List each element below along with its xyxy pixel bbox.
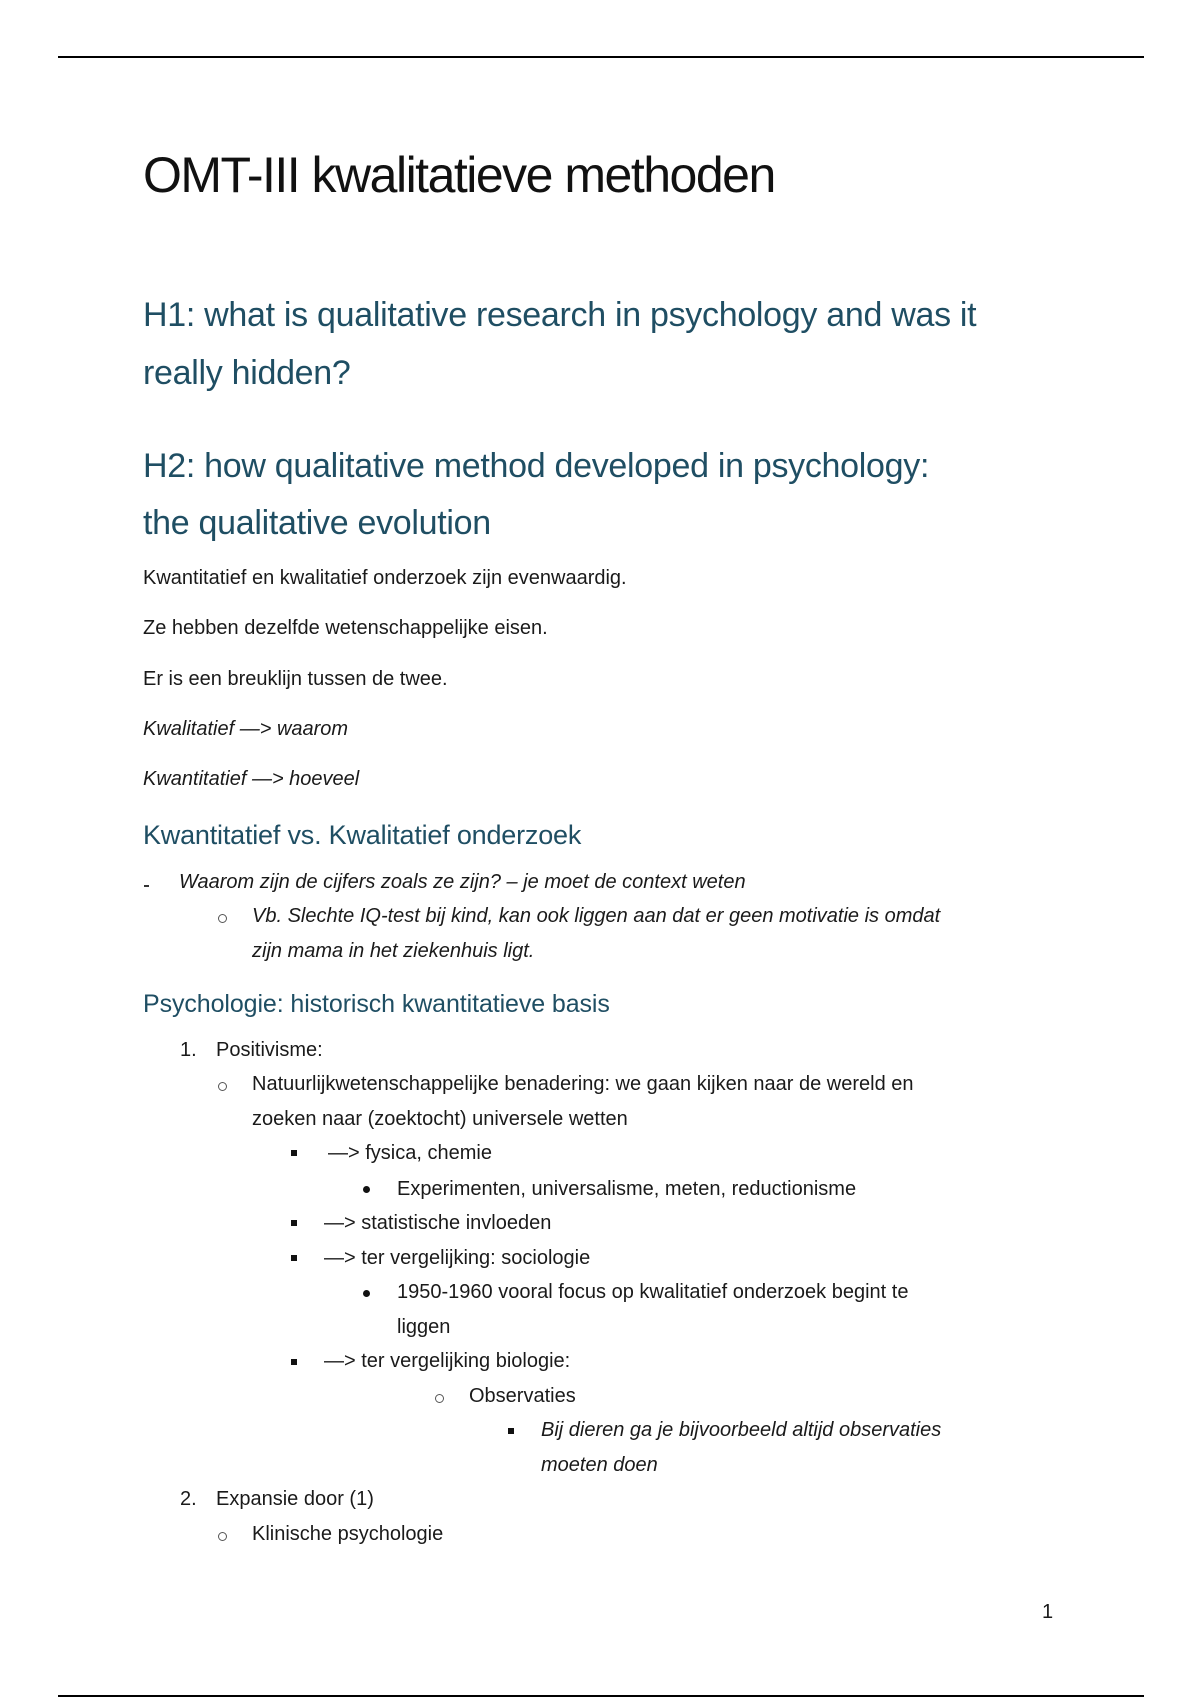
item-sociologie: —> ter vergelijking: sociologie <box>324 1247 591 1269</box>
item-dieren-line1: Bij dieren ga je bijvoorbeeld altijd observaties <box>541 1419 942 1441</box>
sub-item-benadering-line2: zoeken naar (zoektocht) universele wetten <box>252 1108 628 1130</box>
list-item-expansie: Expansie door (1) <box>216 1488 374 1510</box>
paragraph-evenwaardig: Kwantitatief en kwalitatief onderzoek zijn evenwaardig. <box>143 567 627 589</box>
heading-kwant-vs-kwal: Kwantitatief vs. Kwalitatief onderzoek <box>143 820 582 850</box>
sub-item-benadering-line1: Natuurlijkwetenschappelijke benadering: we gaan kijken naar de wereld en <box>252 1073 914 1095</box>
footer-rule <box>58 1695 1144 1697</box>
item-dieren-line2: moeten doen <box>541 1454 658 1476</box>
square-bullet <box>291 1255 297 1261</box>
square-bullet <box>291 1150 297 1156</box>
list-number-1: 1. <box>180 1039 197 1061</box>
paragraph-eisen: Ze hebben dezelfde wetenschappelijke eisen. <box>143 617 548 639</box>
item-statistische: —> statistische invloeden <box>324 1212 552 1234</box>
heading-psychologie: Psychologie: historisch kwantitatieve basis <box>143 990 610 1018</box>
sub-bullet-iq-line2: zijn mama in het ziekenhuis ligt. <box>252 940 535 962</box>
circle-bullet <box>435 1394 444 1403</box>
bullet-cijfers: Waarom zijn de cijfers zoals ze zijn? – je moet de context weten <box>179 871 746 893</box>
document-title: OMT-III kwalitatieve methoden <box>143 147 775 203</box>
item-observaties: Observaties <box>469 1385 576 1407</box>
item-fysica: —> fysica, chemie <box>328 1142 492 1164</box>
item-sociologie-sub-line1: 1950-1960 vooral focus op kwalitatief onderzoek begint te <box>397 1281 909 1303</box>
square-bullet <box>508 1428 514 1434</box>
circle-bullet <box>218 914 227 923</box>
sub-item-klinische: Klinische psychologie <box>252 1523 444 1545</box>
list-number-2: 2. <box>180 1488 197 1510</box>
heading-h1-line2: really hidden? <box>143 354 351 392</box>
dash-bullet <box>144 885 149 887</box>
header-rule <box>58 56 1144 58</box>
heading-h2-line2: the qualitative evolution <box>143 504 491 542</box>
heading-h2-line1: H2: how qualitative method developed in psychology: <box>143 447 930 485</box>
paragraph-kwalitatief-waarom: Kwalitatief —> waarom <box>143 718 349 740</box>
item-biologie: —> ter vergelijking biologie: <box>324 1350 571 1372</box>
item-experimenten: Experimenten, universalisme, meten, reductionisme <box>397 1178 857 1200</box>
heading-h1-line1: H1: what is qualitative research in psychology and was it <box>143 296 977 334</box>
round-bullet <box>363 1290 370 1297</box>
list-item-positivisme: Positivisme: <box>216 1039 323 1061</box>
square-bullet <box>291 1220 297 1226</box>
circle-bullet <box>218 1532 227 1541</box>
page-number: 1 <box>1042 1601 1054 1623</box>
square-bullet <box>291 1359 297 1365</box>
paragraph-kwantitatief-hoeveel: Kwantitatief —> hoeveel <box>143 768 360 790</box>
sub-bullet-iq-line1: Vb. Slechte IQ-test bij kind, kan ook liggen aan dat er geen motivatie is omdat <box>252 905 941 927</box>
paragraph-breuklijn: Er is een breuklijn tussen de twee. <box>143 668 448 690</box>
circle-bullet <box>218 1082 227 1091</box>
item-sociologie-sub-line2: liggen <box>397 1316 451 1338</box>
round-bullet <box>363 1186 370 1193</box>
